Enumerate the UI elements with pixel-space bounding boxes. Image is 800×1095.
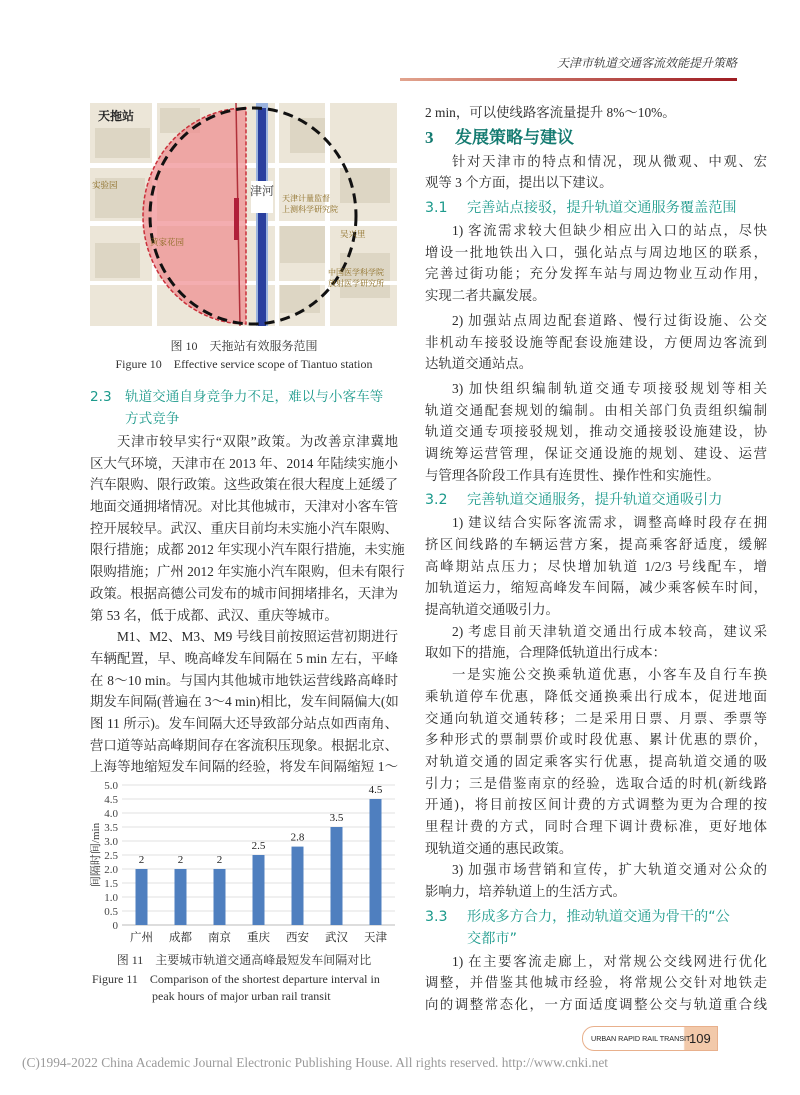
y-tick-label: 4.0 [104,808,118,820]
text-line: 轨道交通专项接驳规划，推动交通接驳设施建设，协 [425,424,767,440]
station-platform [234,198,239,240]
text-line: 2) 加强站点周边配套道路、慢行过街设施、公交 [452,312,767,328]
data-label: 2.5 [251,840,266,852]
heading-text-cont: 方式竞争 [125,411,180,427]
text-line: 提高轨道交通吸引力。 [425,602,559,618]
text-line: 2) 考虑目前天津轨道交通出行成本较高，建议采 [452,623,767,639]
data-label: 2 [216,854,223,866]
y-axis-label: 间隔时间/min [90,822,102,888]
text-line: 加轨道运力，缩短高峰发车间隔，减少乘客候车时间， [425,580,767,596]
page-number: 109 [689,1031,711,1046]
bar [136,869,148,925]
text-line: 3) 加快组织编制轨道交通专项接驳规划等相关 [452,380,767,396]
text-line: 限行措施；成都 2012 年实现小汽车限行措施，未实施 [90,542,405,558]
paragraph [425,220,767,307]
bar [292,847,304,925]
text-line: 在 8～10 min。与国内其他城市地铁运营线路高峰时 [90,672,398,688]
figure-11-caption-en-2: peak hours of major urban rail transit [152,989,331,1003]
map-label-station: 天拖站 [98,109,135,123]
heading-text: 形成多方合力，推动轨道交通为骨干的“公 [467,908,730,925]
text-line: 现轨道交通的惠民政策。 [425,840,573,856]
bar [214,869,226,925]
text-line: 第 53 名，低于成都、武汉、重庆等城市。 [90,607,338,623]
paragraph [90,626,398,778]
left-column [90,383,405,778]
map-label-area3: 吴兴里 [340,230,366,240]
text-line: 1) 客流需求较大但缺少相应出入口的站点，尽快 [452,223,767,239]
text-line: 3) 加强市场营销和宣传，扩大轨道交通对公众的 [452,862,767,878]
running-title: 天津市轨道交通客流效能提升策略 [556,56,737,70]
bar [331,827,343,925]
bar [175,869,187,925]
text-line: 交通向轨道交通转移；二是采用日票、月票、季票等 [425,710,767,726]
heading-number: 3.3 [425,908,448,925]
text-line: M1、M2、M3、M9 号线目前按照运营初期进行 [117,629,398,645]
text-line: 一是实施公交换乘轨道优惠，小客车及自行车换 [452,667,767,683]
map-label-river: 津河 [249,184,275,198]
text-line: 营口道等站高峰期间存在客流积压现象。根据北京、 [90,737,398,753]
heading-text-cont: 交都市” [467,930,517,947]
heading-number: 2.3 [90,389,112,405]
paragraph [425,951,767,1016]
right-column [425,102,767,1016]
map-label-area1: 黄家花园 [150,238,185,248]
text-line: 2 min，可以使线路客流量提升 8%～10%。 [425,105,676,120]
x-tick-label: 南京 [208,932,231,944]
data-label: 3.5 [329,812,344,824]
heading-text: 完善轨道交通服务，提升轨道交通吸引力 [467,492,723,509]
text-line: 车辆配置，早、晚高峰发车间隔在 5 min 左右，平峰 [90,650,398,666]
text-line: 地面交通拥堵情况。对比其他城市，天津对小客车管 [90,499,398,515]
text-line: 达轨道交通站点。 [425,356,533,372]
y-tick-label: 1.5 [104,878,118,890]
data-label: 2.8 [290,831,305,844]
text-line: 多种形式的票制票价或时段优惠、累计优惠的票价， [425,732,767,748]
text-line: 挤区间线路的车辆运营方案，提高乘客舒适度，缓解 [425,537,767,552]
copyright-notice: (C)1994-2022 China Academic Journal Electronic Publishing House. All rights reserved. http://www.cnki.net [22,1055,608,1070]
text-line: 里程计费的方式，同时合理下调计费标准，更好地体 [425,818,767,834]
figure-10-caption-cn: 图 10 天拖站有效服务范围 [170,339,318,353]
heading-text: 完善站点接驳，提升轨道交通服务覆盖范围 [467,200,737,217]
text-line: 期发车间隔(普遍在 3～4 min)相比，发车间隔偏大(如 [90,694,399,710]
figure-10-map [90,103,397,326]
y-tick-label: 2.5 [104,850,118,862]
bar [370,799,382,925]
text-line: 增设一批地铁出入口，强化站点与周边地区的联系， [425,244,767,260]
x-tick-label: 重庆 [247,932,270,944]
text-line: 观等 3 个方面，提出以下建议。 [425,175,613,191]
map-label-inst1b: 上测科学研究院 [282,205,338,214]
heading-text: 发展策略与建议 [455,127,574,147]
text-line: 1) 建议结合实际客流需求，调整高峰时段存在拥 [452,515,767,531]
paragraph [425,151,767,194]
text-line: 轨道交通配套规划的编制。由相关部门负责组织编制 [425,402,767,418]
text-line: 调统筹运营管理，保证交通设施的规划、建设、运营 [425,445,767,461]
figure-11-chart [80,770,410,950]
paragraph [425,621,767,664]
journal-badge [582,1026,718,1051]
paragraph [425,378,767,486]
text-line: 天津市较早实行“双限”政策。为改善京津冀地 [117,434,398,449]
text-line: 高峰期站点压力；尽快增加轨道 1/2/3 号线配车，增 [425,558,767,574]
text-line: 完善过街功能；充分发挥车站与周边物业互动作用， [425,266,767,282]
text-line: 区大气环境，天津市在 2013 年、2014 年陆续实施小 [90,455,398,471]
text-line: 控开展较早。武汉、重庆目前均未实施小汽车限购、 [90,520,398,536]
paragraph [425,102,767,124]
x-tick-label: 成都 [169,932,192,944]
heading-number: 3.2 [425,492,448,509]
heading-text: 轨道交通自身竞争力不足，难以与小客车等 [125,389,384,405]
y-tick-label: 5.0 [104,780,118,792]
map-label-inst2b: 放射医学研究所 [328,279,384,288]
figure-10-caption-en: Figure 10 Effective service scope of Tiantuo station [115,357,373,371]
y-tick-label: 0.5 [104,906,118,918]
y-tick-label: 0 [112,920,118,932]
text-line: 引力；三是借鉴南京的经验，选取合适的时机(新线路 [425,775,767,791]
paragraph [90,431,405,626]
x-tick-label: 武汉 [325,932,348,944]
paragraph [425,664,767,859]
paragraph [425,859,767,902]
heading-3-1 [425,197,767,219]
journal-name: URBAN RAPID RAIL TRANSIT [591,1034,691,1043]
text-line: 1) 在主要客流走廊上，对常规公交线网进行优化 [452,953,767,969]
text-line: 限购措施；广州 2012 年实施小汽车限购，但未有限行 [90,564,405,580]
text-line: 与管理各阶段工作具有连贯性、操作性和实施性。 [425,467,720,483]
y-tick-label: 1.0 [104,892,118,904]
heading-3-2 [425,489,767,511]
heading-3-3 [425,906,767,950]
text-line: 上海等地缩短发车间隔的经验，将发车间隔缩短 1～ [90,759,398,775]
x-tick-label: 天津 [364,932,387,944]
x-tick-label: 广州 [130,932,153,944]
text-line: 对轨道交通的固定乘客实行优惠，提高轨道交通的吸 [425,753,767,769]
figure-11-caption-cn: 图 11 主要城市轨道交通高峰最短发车间隔对比 [116,953,372,967]
river [258,108,266,326]
map-label-inst2a: 中国医学科学院 [328,268,384,277]
data-label: 4.5 [368,784,383,796]
data-label: 2 [138,854,145,866]
text-line: 针对天津市的特点和情况，现从微观、中观、宏 [452,153,767,169]
heading-2-3 [90,386,398,430]
text-line: 影响力，培养轨道上的生活方式。 [425,884,626,899]
map-label-inst1a: 天津计量监督 [282,194,330,203]
y-tick-label: 2.0 [104,864,118,876]
text-line: 向的调整常态化，一方面适度调整公交与轨道重合线 [425,997,767,1013]
text-line: 汽车限购、限行政策。这些政策在很大程度上延缓了 [90,477,398,493]
text-line: 政策。根据高德公司发布的城市间拥堵排名，天津为 [90,585,398,601]
y-tick-label: 4.5 [104,794,118,806]
text-line: 图 11 所示)。发车间隔大还导致部分站点如西南角、 [90,715,398,731]
heading-number: 3 [425,127,434,147]
figure-11-caption-en-1: Figure 11 Comparison of the shortest departure interval in [92,972,380,986]
header-rule [400,78,737,81]
x-tick-label: 西安 [286,932,309,944]
map-label-area2: 实验园 [92,181,118,191]
heading-number: 3.1 [425,200,448,217]
text-line: 开通)，将目前按区间计费的方式调整为更为合理的按 [425,797,767,813]
text-line: 实现二者共赢发展。 [425,288,546,304]
heading-3 [425,125,767,151]
text-line: 取如下的措施，合理降低轨道出行成本： [425,645,667,661]
y-tick-label: 3.5 [104,822,118,834]
text-line: 非机动车接驳设施等配套设施建设，方便周边客流到 [425,334,767,350]
paragraph [425,310,767,375]
text-line: 调整，并借鉴其他城市经验，将常规公交针对地铁走 [425,975,767,991]
bar [253,855,265,925]
y-tick-label: 3.0 [104,836,118,848]
text-line: 乘轨道停车优惠，降低交通换乘出行成本，促进地面 [425,688,767,704]
paragraph [425,512,767,620]
data-label: 2 [177,854,184,866]
